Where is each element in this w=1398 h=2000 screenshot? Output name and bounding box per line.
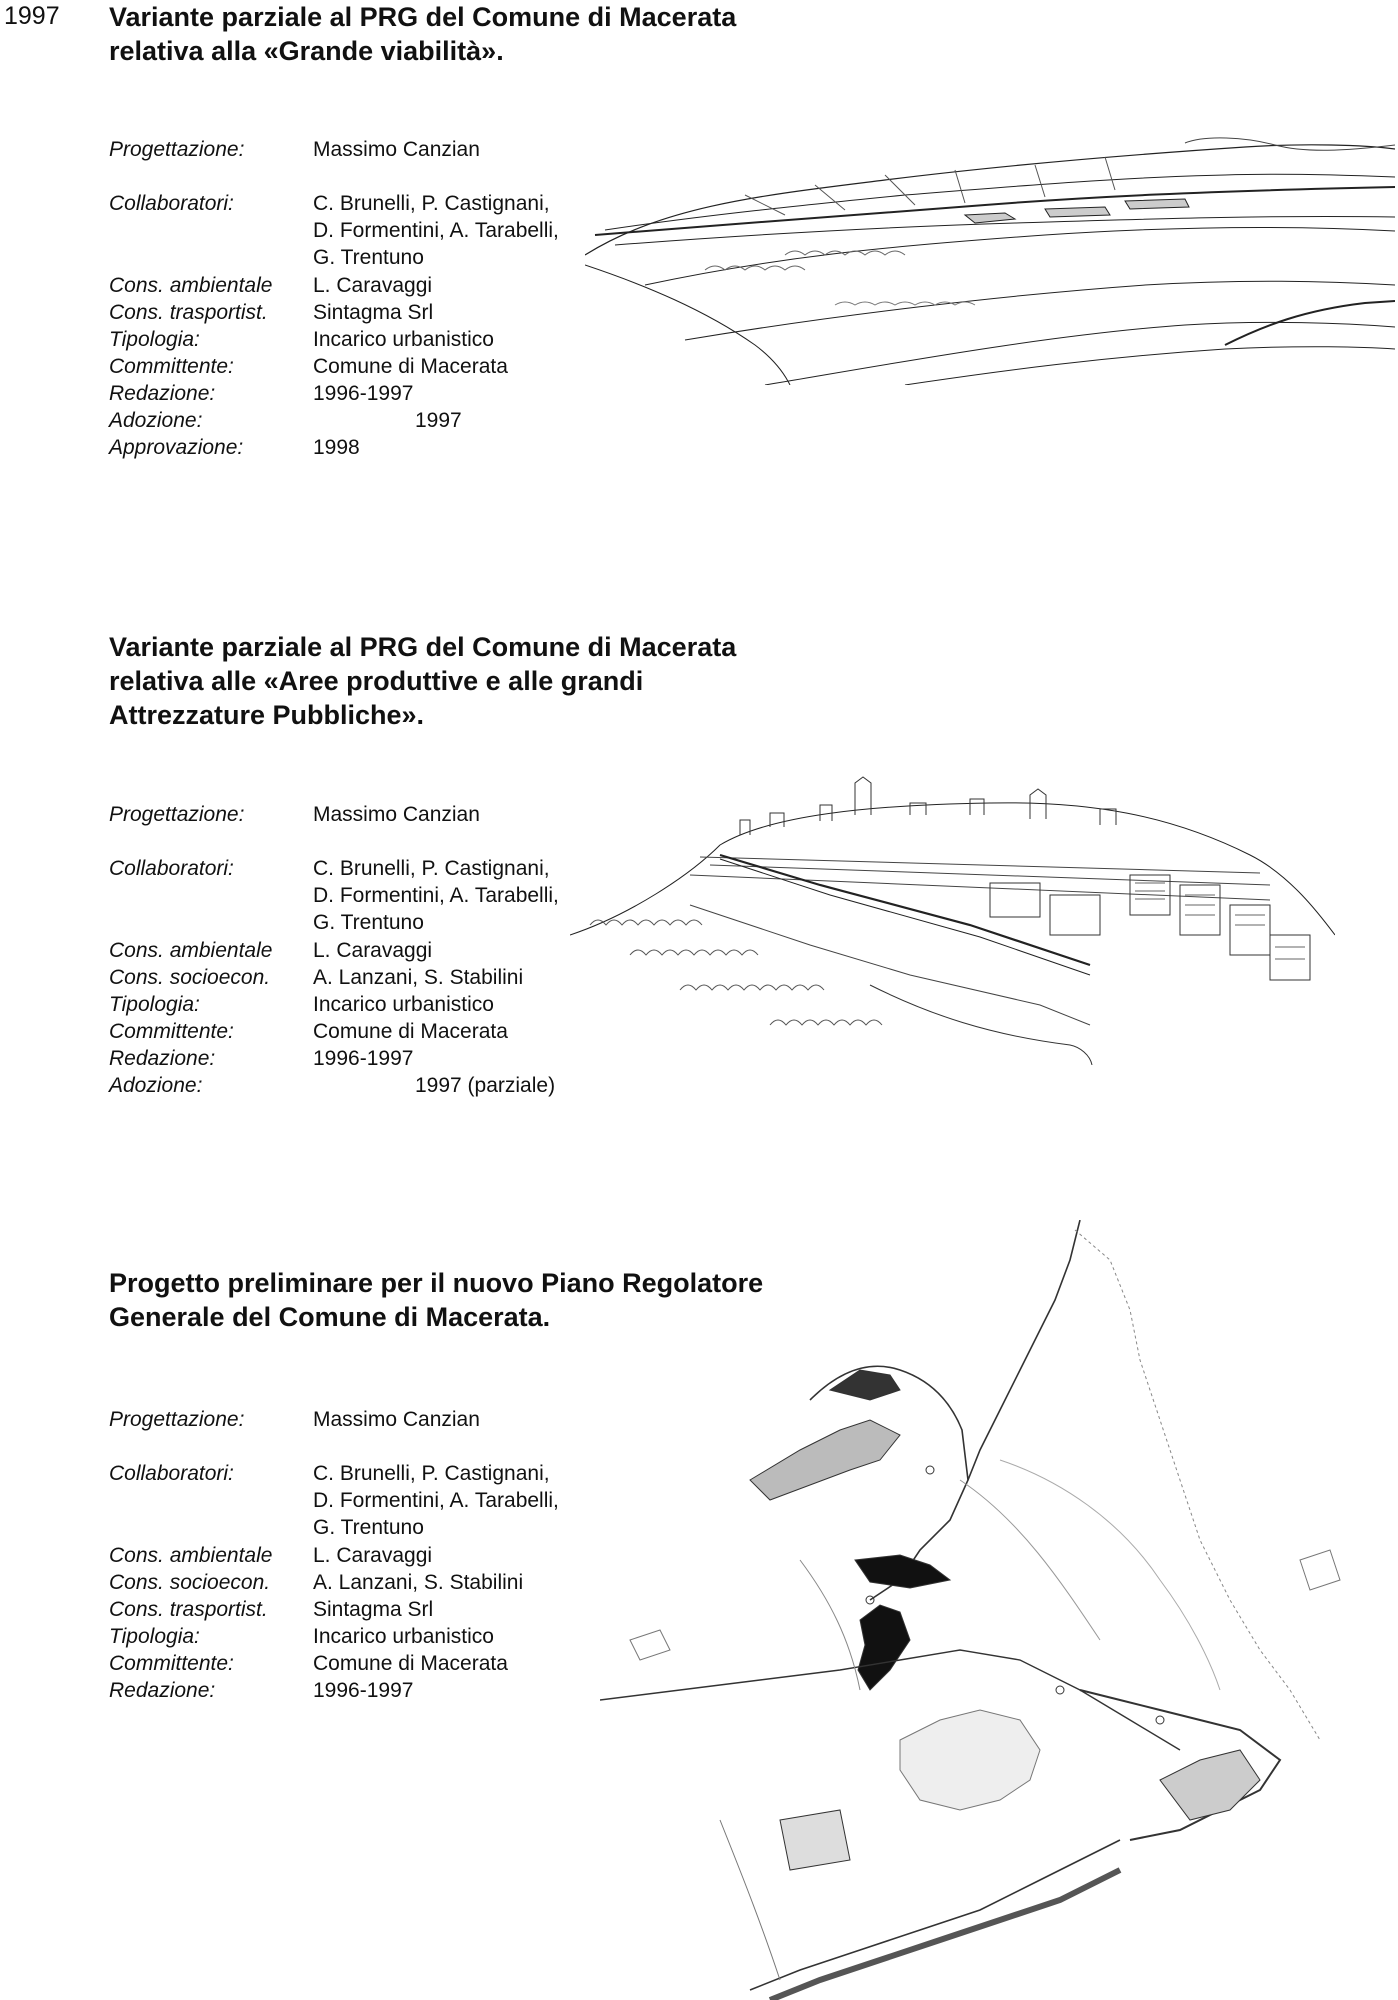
title-line: relativa alle «Aree produttive e alle grandi <box>109 666 644 696</box>
project-1-title <box>109 0 831 68</box>
aerial-landscape-drawing <box>585 135 1395 385</box>
credit-value: Incarico urbanistico <box>313 328 494 351</box>
credit-label: Cons. ambientale <box>109 1544 273 1567</box>
credit-label: Committente: <box>109 1020 234 1043</box>
credit-label: Progettazione: <box>109 1408 245 1431</box>
credit-value: Incarico urbanistico <box>313 993 494 1016</box>
credit-label: Cons. socioecon. <box>109 1571 271 1594</box>
credit-label: Progettazione: <box>109 803 245 826</box>
credit-label: Cons. trasportist. <box>109 301 268 324</box>
credit-label: Tipologia: <box>109 328 200 351</box>
credit-value: A. Lanzani, S. Stabilini <box>313 966 524 989</box>
credit-label: Cons. trasportist. <box>109 1598 268 1621</box>
credit-label: Collaboratori: <box>109 192 234 215</box>
title-line: Progetto preliminare per il nuovo Piano Regolatore <box>109 1268 764 1298</box>
credit-label: Redazione: <box>109 382 216 405</box>
title-line: relativa alla «Grande viabilità». <box>109 36 504 66</box>
credit-value: Sintagma Srl <box>313 1598 434 1621</box>
credit-label: Approvazione: <box>109 436 244 459</box>
credit-value: A. Lanzani, S. Stabilini <box>313 1571 524 1594</box>
credit-value: 1997 (parziale) <box>415 1074 556 1097</box>
credit-value: Massimo Canzian <box>313 1408 480 1431</box>
credit-label: Cons. socioecon. <box>109 966 271 989</box>
credit-label: Redazione: <box>109 1047 216 1070</box>
page-year: 1997 <box>4 2 60 30</box>
credit-label: Collaboratori: <box>109 1462 234 1485</box>
credit-value: C. Brunelli, P. Castignani, D. Formentini, A. Tarabelli, G. Trentuno <box>313 857 559 935</box>
credit-label: Tipologia: <box>109 993 200 1016</box>
credit-label: Adozione: <box>109 409 203 432</box>
credit-value: 1998 <box>313 436 360 459</box>
credit-label: Cons. ambientale <box>109 274 273 297</box>
credit-value: Incarico urbanistico <box>313 1625 494 1648</box>
title-line: Variante parziale al PRG del Comune di Macerata <box>109 632 737 662</box>
credit-label: Cons. ambientale <box>109 939 273 962</box>
credit-value: 1996-1997 <box>313 1047 414 1070</box>
credit-label: Redazione: <box>109 1679 216 1702</box>
credit-label: Adozione: <box>109 1074 203 1097</box>
credit-value: L. Caravaggi <box>313 939 433 962</box>
title-line: Generale del Comune di Macerata. <box>109 1302 551 1332</box>
credit-value: Comune di Macerata <box>313 1652 508 1675</box>
credit-value: Comune di Macerata <box>313 1020 508 1043</box>
credit-value: 1996-1997 <box>313 382 414 405</box>
credit-value: Massimo Canzian <box>313 138 480 161</box>
project-2-title <box>109 630 831 732</box>
credit-value: L. Caravaggi <box>313 1544 433 1567</box>
credit-value: C. Brunelli, P. Castignani, D. Formentini, A. Tarabelli, G. Trentuno <box>313 192 559 270</box>
credit-value: Massimo Canzian <box>313 803 480 826</box>
credit-value: Sintagma Srl <box>313 301 434 324</box>
title-line: Attrezzature Pubbliche». <box>109 700 425 730</box>
credit-label: Committente: <box>109 355 234 378</box>
master-plan-map <box>600 1220 1370 2000</box>
credit-value: 1997 <box>415 409 462 432</box>
credit-value: 1996-1997 <box>313 1679 414 1702</box>
credit-label: Tipologia: <box>109 1625 200 1648</box>
credit-value: Comune di Macerata <box>313 355 508 378</box>
credit-label: Collaboratori: <box>109 857 234 880</box>
hilltop-town-perspective-drawing <box>570 775 1335 1065</box>
credit-value: L. Caravaggi <box>313 274 433 297</box>
credit-label: Progettazione: <box>109 138 245 161</box>
credit-label: Committente: <box>109 1652 234 1675</box>
title-line: Variante parziale al PRG del Comune di Macerata <box>109 2 737 32</box>
credit-value: C. Brunelli, P. Castignani, D. Formentini, A. Tarabelli, G. Trentuno <box>313 1462 559 1540</box>
